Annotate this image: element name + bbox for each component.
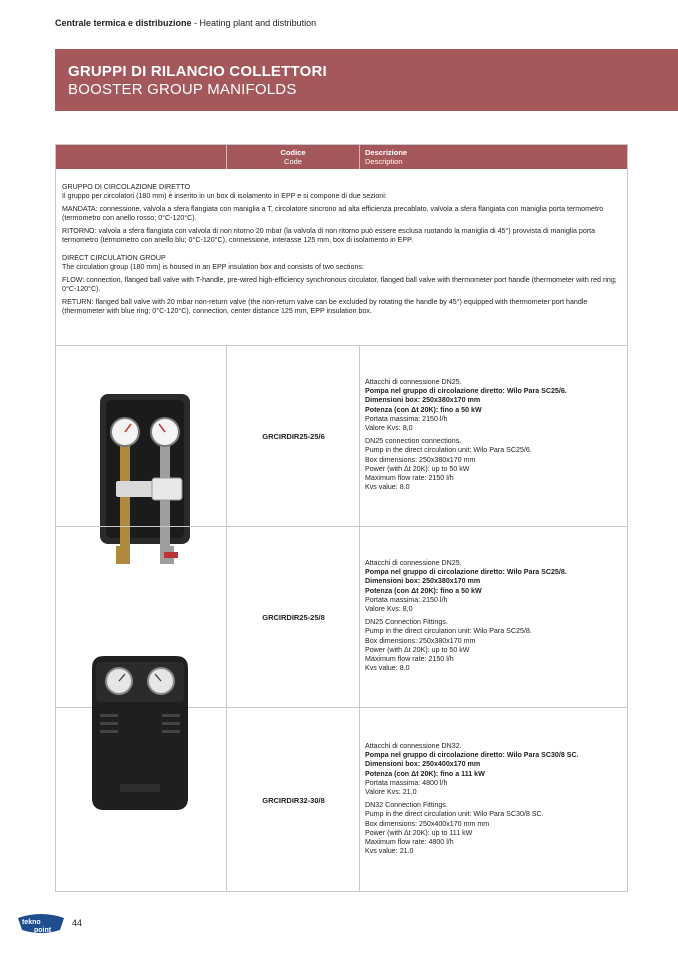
intro-description	[62, 183, 617, 320]
table-header	[56, 145, 627, 169]
header-code-en: Code	[284, 157, 302, 166]
product-description	[365, 742, 625, 856]
product-code: GRCIRDIR25-25/8	[262, 613, 325, 622]
logo-text-point: point	[34, 927, 52, 934]
desc-line: Valore Kvs: 8,0	[365, 605, 413, 614]
desc-line: Box dimensions: 250x400x170 mm mm	[365, 819, 490, 828]
header-code	[226, 145, 359, 169]
desc-line: Attacchi di connessione DN25.	[365, 559, 462, 567]
desc-line: Valore Kvs: 21,0	[365, 788, 417, 797]
desc-line: Pump in the direct circulation unit: Wilo Para SC30/8 SC.	[365, 810, 544, 819]
desc-line: Pompa nel gruppo di circolazione diretto: Wilo Para SC25/6.	[365, 387, 567, 396]
desc-line: Potenza (con Δt 20K): fino a 111 kW	[365, 769, 485, 778]
intro-heading-en: DIRECT CIRCULATION GROUP	[62, 254, 166, 262]
desc-line: Dimensioni box: 250x400x170 mm	[365, 760, 481, 769]
product-code: GRCIRDIR25-25/6	[262, 432, 325, 441]
desc-line: Pompa nel gruppo di circolazione diretto: Wilo Para SC30/8 SC.	[365, 751, 579, 760]
desc-line: Portata massima: 2150 l/h	[365, 595, 448, 604]
desc-line: Potenza (con Δt 20K): fino a 50 kW	[365, 586, 482, 595]
desc-line: Power (with Δt 20K): up to 50 kW	[365, 464, 470, 473]
product-description-cell	[359, 527, 628, 708]
desc-line: Maximum flow rate: 2150 l/h	[365, 474, 454, 483]
breadcrumb	[55, 18, 316, 28]
desc-line: Portata massima: 2150 l/h	[365, 414, 448, 423]
intro-paragraph: The circulation group (180 mm) is housed in an EPP insulation box and consists of two sections:	[62, 263, 364, 271]
intro-paragraph: MANDATA: connessione, valvola a sfera flangiata con maniglia a T, circolatore sincrono ad alta efficienza precablato, valvola a sfera flangiata con maniglia porta termometro (termometro con anello rosso; 0°C-120°C).	[62, 205, 604, 222]
desc-line: DN25 Connection Fittings.	[365, 618, 448, 627]
table-row	[56, 707, 627, 892]
product-description	[365, 559, 625, 673]
intro-paragraph: RITORNO: valvola a sfera flangiata con valvola di non ritorno 20 mbar (la valvola di non ritorno può essere esclusa ruotando la maniglia di 45°) provvista di maniglia porta termometro (termometro con anello blu; 0°C-120°C), connessione, interasse 125 mm, box di isolamento in EPP.	[62, 227, 596, 244]
desc-line: Valore Kvs: 8,0	[365, 424, 413, 433]
product-code-cell	[226, 346, 360, 527]
desc-line: DN25 connection connections.	[365, 437, 462, 446]
header-desc-it: Descrizione	[365, 148, 408, 157]
section-banner	[55, 49, 678, 111]
product-code: GRCIRDIR32-30/8	[262, 796, 325, 805]
desc-line: Box dimensions: 250x380x170 mm	[365, 455, 476, 464]
desc-line: Attacchi di connessione DN32.	[365, 742, 462, 750]
desc-line: Maximum flow rate: 2150 l/h	[365, 655, 454, 664]
product-code-cell	[226, 708, 360, 892]
desc-line: DN32 Connection Fittings.	[365, 801, 448, 810]
banner-title-it: GRUPPI DI RILANCIO COLLETTORI	[68, 63, 327, 80]
desc-line: Kvs value: 8.0	[365, 664, 410, 673]
banner-title-en: BOOSTER GROUP MANIFOLDS	[68, 81, 297, 98]
desc-line: Power (with Δt 20K): up to 111 kW	[365, 828, 473, 837]
desc-line: Dimensioni box: 250x380x170 mm	[365, 396, 481, 405]
desc-line: Kvs value: 21.0	[365, 847, 414, 856]
breadcrumb-section: Centrale termica e distribuzione	[55, 18, 192, 28]
desc-line: Maximum flow rate: 4800 l/h	[365, 838, 454, 847]
intro-heading-it: GRUPPO DI CIRCOLAZIONE DIRETTO	[62, 183, 190, 191]
page-number: 44	[72, 918, 83, 928]
desc-line: Power (with Δt 20K): up to 50 kW	[365, 645, 470, 654]
desc-line: Pump in the direct circulation unit: Wilo Para SC25/6.	[365, 446, 532, 455]
breadcrumb-subsection: - Heating plant and distribution	[191, 18, 317, 28]
desc-line: Potenza (con Δt 20K): fino a 50 kW	[365, 405, 482, 414]
product-image-cell	[56, 346, 226, 527]
product-description	[365, 378, 625, 492]
product-code-cell	[226, 527, 360, 708]
header-code-it: Codice	[280, 148, 306, 157]
product-table	[55, 144, 628, 892]
desc-line: Portata massima: 4800 l/h	[365, 778, 448, 787]
desc-line: Attacchi di connessione DN25.	[365, 378, 462, 386]
product-image-cell	[56, 708, 226, 892]
intro-paragraph: RETURN: flanged ball valve with 20 mbar non-return valve (the non-return valve can be excluded by rotating the handle by 45°) equipped with thermometer port handle (thermometer with blue ring; 0°C-120°C), connection, center distance 125 mm, EPP insulation box.	[62, 298, 588, 315]
desc-line: Pump in the direct circulation unit: Wilo Para SC25/8.	[365, 627, 532, 636]
desc-line: Dimensioni box: 250x380x170 mm	[365, 577, 481, 586]
desc-line: Kvs value: 8.0	[365, 483, 410, 492]
header-desc-en: Description	[365, 157, 403, 166]
product-description-cell	[359, 346, 628, 527]
intro-paragraph: Il gruppo per circolatori (180 mm) è inserito in un box di isolamento in EPP e si compone di due sezioni:	[62, 192, 387, 200]
desc-line: Box dimensions: 250x380x170 mm	[365, 636, 476, 645]
table-row	[56, 345, 627, 527]
desc-line: Pompa nel gruppo di circolazione diretto: Wilo Para SC25/8.	[365, 568, 567, 577]
header-description	[359, 145, 407, 169]
product-description-cell	[359, 708, 628, 892]
intro-paragraph: FLOW: connection, flanged ball valve with T-handle, pre-wired high-efficiency synchronous circulator, flanged ball valve with thermometer port handle (thermometer with red ring; 0°C-120°C).	[62, 276, 617, 293]
logo-text-tekno: tekno	[22, 919, 41, 926]
booster-group-insulated-image	[56, 648, 226, 832]
teknopoint-logo	[16, 912, 66, 936]
